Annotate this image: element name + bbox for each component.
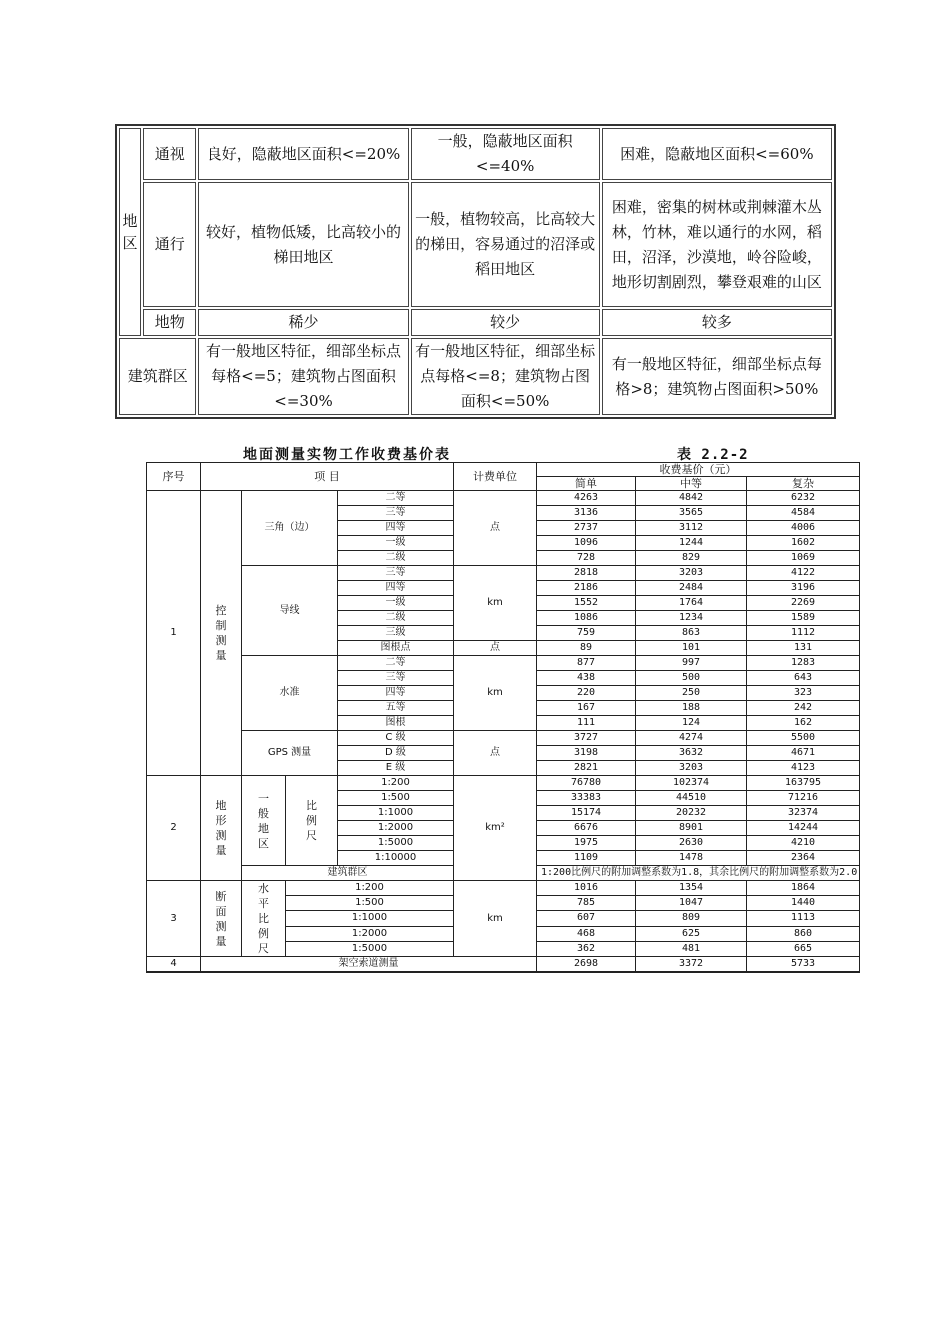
cell: 良好，隐蔽地区面积<=20% <box>198 128 408 180</box>
price-medium: 625 <box>636 926 747 941</box>
scale: 1:2000 <box>286 926 454 941</box>
header-unit: 计费单位 <box>454 463 537 491</box>
price-medium: 101 <box>636 641 747 656</box>
price-simple: 468 <box>537 926 636 941</box>
price-simple: 4263 <box>537 491 636 506</box>
horizontal-scale: 水 平 比 例 尺 <box>242 881 286 957</box>
table-row <box>147 566 860 581</box>
price-complex: 4122 <box>747 566 860 581</box>
price-simple: 3727 <box>537 731 636 746</box>
scale: 1:500 <box>338 791 454 806</box>
unit: 点 <box>454 641 537 656</box>
table-row <box>147 731 860 746</box>
unit: 点 <box>454 491 537 566</box>
price-complex: 1113 <box>747 911 860 926</box>
price-simple: 728 <box>537 551 636 566</box>
grade: 二等 <box>338 491 454 506</box>
table-row <box>147 463 860 477</box>
price-complex: 1112 <box>747 626 860 641</box>
price-complex: 131 <box>747 641 860 656</box>
price-simple: 1975 <box>537 836 636 851</box>
price-simple: 3136 <box>537 506 636 521</box>
terrain-classification-table <box>115 124 836 419</box>
price-simple: 3198 <box>537 746 636 761</box>
price-simple: 15174 <box>537 806 636 821</box>
price-medium: 3203 <box>636 566 747 581</box>
unit: km <box>454 656 537 731</box>
price-complex: 5500 <box>747 731 860 746</box>
grade: 图根 <box>338 716 454 731</box>
price-complex: 6232 <box>747 491 860 506</box>
price-complex: 1283 <box>747 656 860 671</box>
cell: 困难，密集的树林或荆棘灌木丛林，竹林，难以通行的水网，稻田，沼泽，沙漠地，岭谷险峻，地形切割剧烈，攀登艰难的山区 <box>602 182 832 307</box>
cell: 有一般地区特征，细部坐标点每格>8；建筑物占图面积>50% <box>602 338 832 415</box>
price-medium: 1234 <box>636 611 747 626</box>
scale: 1:5000 <box>338 836 454 851</box>
price-medium: 1354 <box>636 881 747 896</box>
scale: 1:10000 <box>338 851 454 866</box>
cell: 较少 <box>411 309 600 336</box>
price-complex: 2269 <box>747 596 860 611</box>
grade: 四等 <box>338 581 454 596</box>
row-label-building: 建筑群区 <box>119 338 196 415</box>
unit: km <box>454 881 537 957</box>
grade: 二级 <box>338 551 454 566</box>
section-control-survey: 控 制 测 量 <box>201 491 242 776</box>
price-simple: 1086 <box>537 611 636 626</box>
price-simple: 362 <box>537 941 636 956</box>
price-medium: 1764 <box>636 596 747 611</box>
price-complex: 1069 <box>747 551 860 566</box>
price-medium: 2484 <box>636 581 747 596</box>
price-complex: 323 <box>747 686 860 701</box>
price-medium: 997 <box>636 656 747 671</box>
scale: 1:500 <box>286 896 454 911</box>
grade: D 级 <box>338 746 454 761</box>
price-complex: 4006 <box>747 521 860 536</box>
price-medium: 481 <box>636 941 747 956</box>
grade: 三级 <box>338 626 454 641</box>
sub-item-name: 水准 <box>242 656 338 731</box>
price-complex: 4210 <box>747 836 860 851</box>
seq-2: 2 <box>147 776 201 881</box>
price-complex: 162 <box>747 716 860 731</box>
sub-item-name: 导线 <box>242 566 338 656</box>
building-area-label: 建筑群区 <box>242 866 454 881</box>
price-simple: 2737 <box>537 521 636 536</box>
price-simple: 2821 <box>537 761 636 776</box>
price-complex: 1864 <box>747 881 860 896</box>
price-simple: 220 <box>537 686 636 701</box>
grade: 一级 <box>338 596 454 611</box>
price-simple: 111 <box>537 716 636 731</box>
price-simple: 76780 <box>537 776 636 791</box>
price-simple: 6676 <box>537 821 636 836</box>
price-medium: 124 <box>636 716 747 731</box>
table-row <box>147 656 860 671</box>
price-medium: 20232 <box>636 806 747 821</box>
row-label-features: 地物 <box>143 309 196 336</box>
header-complex: 复杂 <box>747 477 860 491</box>
seq-3: 3 <box>147 881 201 957</box>
sub-item-name: GPS 测量 <box>242 731 338 776</box>
unit: 点 <box>454 731 537 776</box>
price-simple: 1552 <box>537 596 636 611</box>
grade: 三等 <box>338 506 454 521</box>
price-complex: 5733 <box>747 957 860 973</box>
adjustment-note: 1:200比例尺的附加调整系数为1.8，其余比例尺的附加调整系数为2.0 <box>537 866 860 881</box>
price-medium: 3372 <box>636 957 747 973</box>
scale-label: 比 例 尺 <box>286 776 338 866</box>
price-simple: 438 <box>537 671 636 686</box>
price-complex: 71216 <box>747 791 860 806</box>
grade: 图根点 <box>338 641 454 656</box>
price-simple: 33383 <box>537 791 636 806</box>
grade: 二级 <box>338 611 454 626</box>
cell: 有一般地区特征，细部坐标点每格<=8；建筑物占图面积<=50% <box>411 338 600 415</box>
price-complex: 3196 <box>747 581 860 596</box>
scale: 1:1000 <box>286 911 454 926</box>
price-complex: 860 <box>747 926 860 941</box>
grade: 一级 <box>338 536 454 551</box>
row-label-visibility: 通视 <box>143 128 196 180</box>
header-medium: 中等 <box>636 477 747 491</box>
unit: km² <box>454 776 537 881</box>
section-topographic-survey: 地 形 测 量 <box>201 776 242 881</box>
price-medium: 102374 <box>636 776 747 791</box>
price-complex: 1589 <box>747 611 860 626</box>
table-row <box>147 491 860 506</box>
price-medium: 829 <box>636 551 747 566</box>
price-complex: 4123 <box>747 761 860 776</box>
sub-item-name: 三角（边） <box>242 491 338 566</box>
price-medium: 2630 <box>636 836 747 851</box>
price-medium: 3632 <box>636 746 747 761</box>
grade: 四等 <box>338 686 454 701</box>
price-simple: 785 <box>537 896 636 911</box>
cell: 困难，隐蔽地区面积<=60% <box>602 128 832 180</box>
cell: 一般，隐蔽地区面积<=40% <box>411 128 600 180</box>
price-medium: 44510 <box>636 791 747 806</box>
fee-table <box>146 462 860 973</box>
grade: 三等 <box>338 671 454 686</box>
price-medium: 1047 <box>636 896 747 911</box>
price-complex: 163795 <box>747 776 860 791</box>
price-medium: 3203 <box>636 761 747 776</box>
scale: 1:200 <box>338 776 454 791</box>
price-medium: 1244 <box>636 536 747 551</box>
price-complex: 2364 <box>747 851 860 866</box>
price-simple: 1096 <box>537 536 636 551</box>
grade: 二等 <box>338 656 454 671</box>
scale: 1:2000 <box>338 821 454 836</box>
table-row <box>147 957 860 973</box>
cell: 稀少 <box>198 309 408 336</box>
price-complex: 1440 <box>747 896 860 911</box>
price-simple: 1016 <box>537 881 636 896</box>
header-simple: 简单 <box>537 477 636 491</box>
price-simple: 89 <box>537 641 636 656</box>
row-label-passability: 通行 <box>143 182 196 307</box>
fee-table-number: 表 2.2-2 <box>677 447 749 463</box>
header-seq: 序号 <box>147 463 201 491</box>
general-area: 一 般 地 区 <box>242 776 286 866</box>
price-simple: 2818 <box>537 566 636 581</box>
price-simple: 607 <box>537 911 636 926</box>
price-complex: 1602 <box>747 536 860 551</box>
price-simple: 167 <box>537 701 636 716</box>
price-simple: 877 <box>537 656 636 671</box>
price-complex: 665 <box>747 941 860 956</box>
price-medium: 3565 <box>636 506 747 521</box>
price-medium: 809 <box>636 911 747 926</box>
price-complex: 14244 <box>747 821 860 836</box>
unit: km <box>454 566 537 641</box>
grade: C 级 <box>338 731 454 746</box>
price-simple: 1109 <box>537 851 636 866</box>
scale: 1:1000 <box>338 806 454 821</box>
grade: 四等 <box>338 521 454 536</box>
price-medium: 500 <box>636 671 747 686</box>
cell: 有一般地区特征，细部坐标点每格<=5；建筑物占图面积<=30% <box>198 338 408 415</box>
price-complex: 4671 <box>747 746 860 761</box>
price-medium: 4274 <box>636 731 747 746</box>
price-complex: 242 <box>747 701 860 716</box>
price-simple: 2186 <box>537 581 636 596</box>
price-medium: 1478 <box>636 851 747 866</box>
price-simple: 759 <box>537 626 636 641</box>
price-complex: 643 <box>747 671 860 686</box>
cell: 较好，植物低矮，比高较小的梯田地区 <box>198 182 408 307</box>
cell: 一般，植物较高，比高较大的梯田，容易通过的沼泽或稻田地区 <box>411 182 600 307</box>
scale: 1:5000 <box>286 941 454 956</box>
header-price: 收费基价（元） <box>537 463 860 477</box>
price-medium: 4842 <box>636 491 747 506</box>
header-item: 项 目 <box>201 463 454 491</box>
section-profile-survey: 断 面 测 量 <box>201 881 242 957</box>
fee-table-title: 地面测量实物工作收费基价表 <box>243 447 451 463</box>
price-medium: 3112 <box>636 521 747 536</box>
grade: E 级 <box>338 761 454 776</box>
grade: 五等 <box>338 701 454 716</box>
seq-4: 4 <box>147 957 201 973</box>
price-complex: 4584 <box>747 506 860 521</box>
table-row <box>147 881 860 896</box>
seq-1: 1 <box>147 491 201 776</box>
price-simple: 2698 <box>537 957 636 973</box>
grade: 三等 <box>338 566 454 581</box>
price-medium: 8901 <box>636 821 747 836</box>
price-complex: 32374 <box>747 806 860 821</box>
cell: 较多 <box>602 309 832 336</box>
scale: 1:200 <box>286 881 454 896</box>
price-medium: 863 <box>636 626 747 641</box>
price-medium: 250 <box>636 686 747 701</box>
table-row <box>147 776 860 791</box>
section-cableway-survey: 架空索道测量 <box>201 957 537 973</box>
price-medium: 188 <box>636 701 747 716</box>
region-group-label: 地 区 <box>119 128 141 336</box>
